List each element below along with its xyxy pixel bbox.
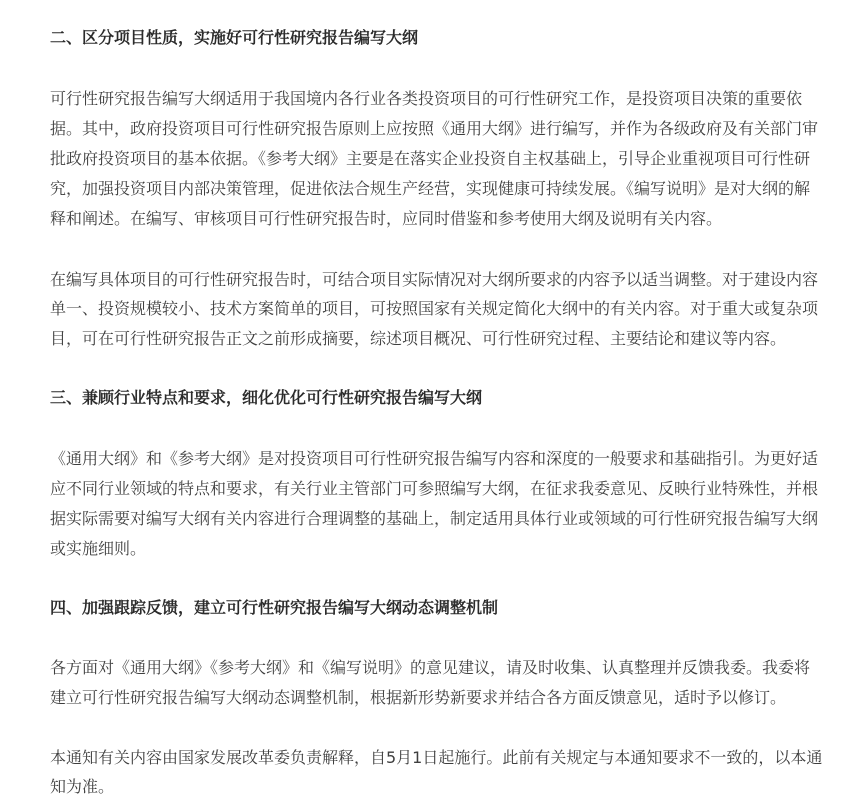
paragraph-line: 据实际需要对编写大纲有关内容进行合理调整的基础上，制定适用具体行业或领域的可行性研究报告编写大纲	[50, 509, 819, 528]
paragraph-line: 建立可行性研究报告编写大纲动态调整机制，根据新形势新要求并结合各方面反馈意见，适时予以修订。	[50, 688, 787, 707]
section-heading: 三、兼顾行业特点和要求，细化优化可行性研究报告编写大纲	[50, 388, 483, 407]
paragraph-line: 应不同行业领域的特点和要求，有关行业主管部门可参照编写大纲，在征求我委意见、反映行业特殊性，并根	[50, 479, 819, 498]
paragraph-line: 可行性研究报告编写大纲适用于我国境内各行业各类投资项目的可行性研究工作，是投资项目决策的重要依	[50, 89, 803, 108]
paragraph-line: 知为准。	[50, 777, 115, 796]
paragraph-line: 批政府投资项目的基本依据。《参考大纲》主要是在落实企业投资自主权基础上，引导企业重视项目可行性研	[50, 149, 811, 168]
paragraph-line: 在编写具体项目的可行性研究报告时，可结合项目实际情况对大纲所要求的内容予以适当调整。对于建设内容	[50, 270, 819, 289]
paragraph-line: 单一、投资规模较小、技术方案简单的项目，可按照国家有关规定简化大纲中的有关内容。对于重大或复杂项	[50, 299, 819, 318]
paragraph-line: 目，可在可行性研究报告正文之前形成摘要，综述项目概况、可行性研究过程、主要结论和建议等内容。	[50, 329, 787, 348]
paragraph-line: 据。其中，政府投资项目可行性研究报告原则上应按照《通用大纲》进行编写，并作为各级政府及有关部门审	[50, 119, 819, 138]
paragraph-line: 各方面对《通用大纲》《参考大纲》和《编写说明》的意见建议，请及时收集、认真整理并反馈我委。我委将	[50, 658, 811, 677]
paragraph-line: 本通知有关内容由国家发展改革委负责解释，自5月1日起施行。此前有关规定与本通知要求不一致的，以本通	[50, 748, 823, 767]
section-heading: 二、区分项目性质，实施好可行性研究报告编写大纲	[50, 28, 419, 47]
section-heading: 四、加强跟踪反馈，建立可行性研究报告编写大纲动态调整机制	[50, 598, 499, 617]
paragraph-line: 释和阐述。在编写、审核项目可行性研究报告时，应同时借鉴和参考使用大纲及说明有关内容。	[50, 209, 723, 228]
paragraph-line: 或实施细则。	[50, 539, 147, 558]
paragraph-line: 《通用大纲》和《参考大纲》是对投资项目可行性研究报告编写内容和深度的一般要求和基础指引。为更好适	[50, 449, 819, 468]
paragraph-line: 究，加强投资项目内部决策管理，促进依法合规生产经营，实现健康可持续发展。《编写说明》是对大纲的解	[50, 179, 811, 198]
